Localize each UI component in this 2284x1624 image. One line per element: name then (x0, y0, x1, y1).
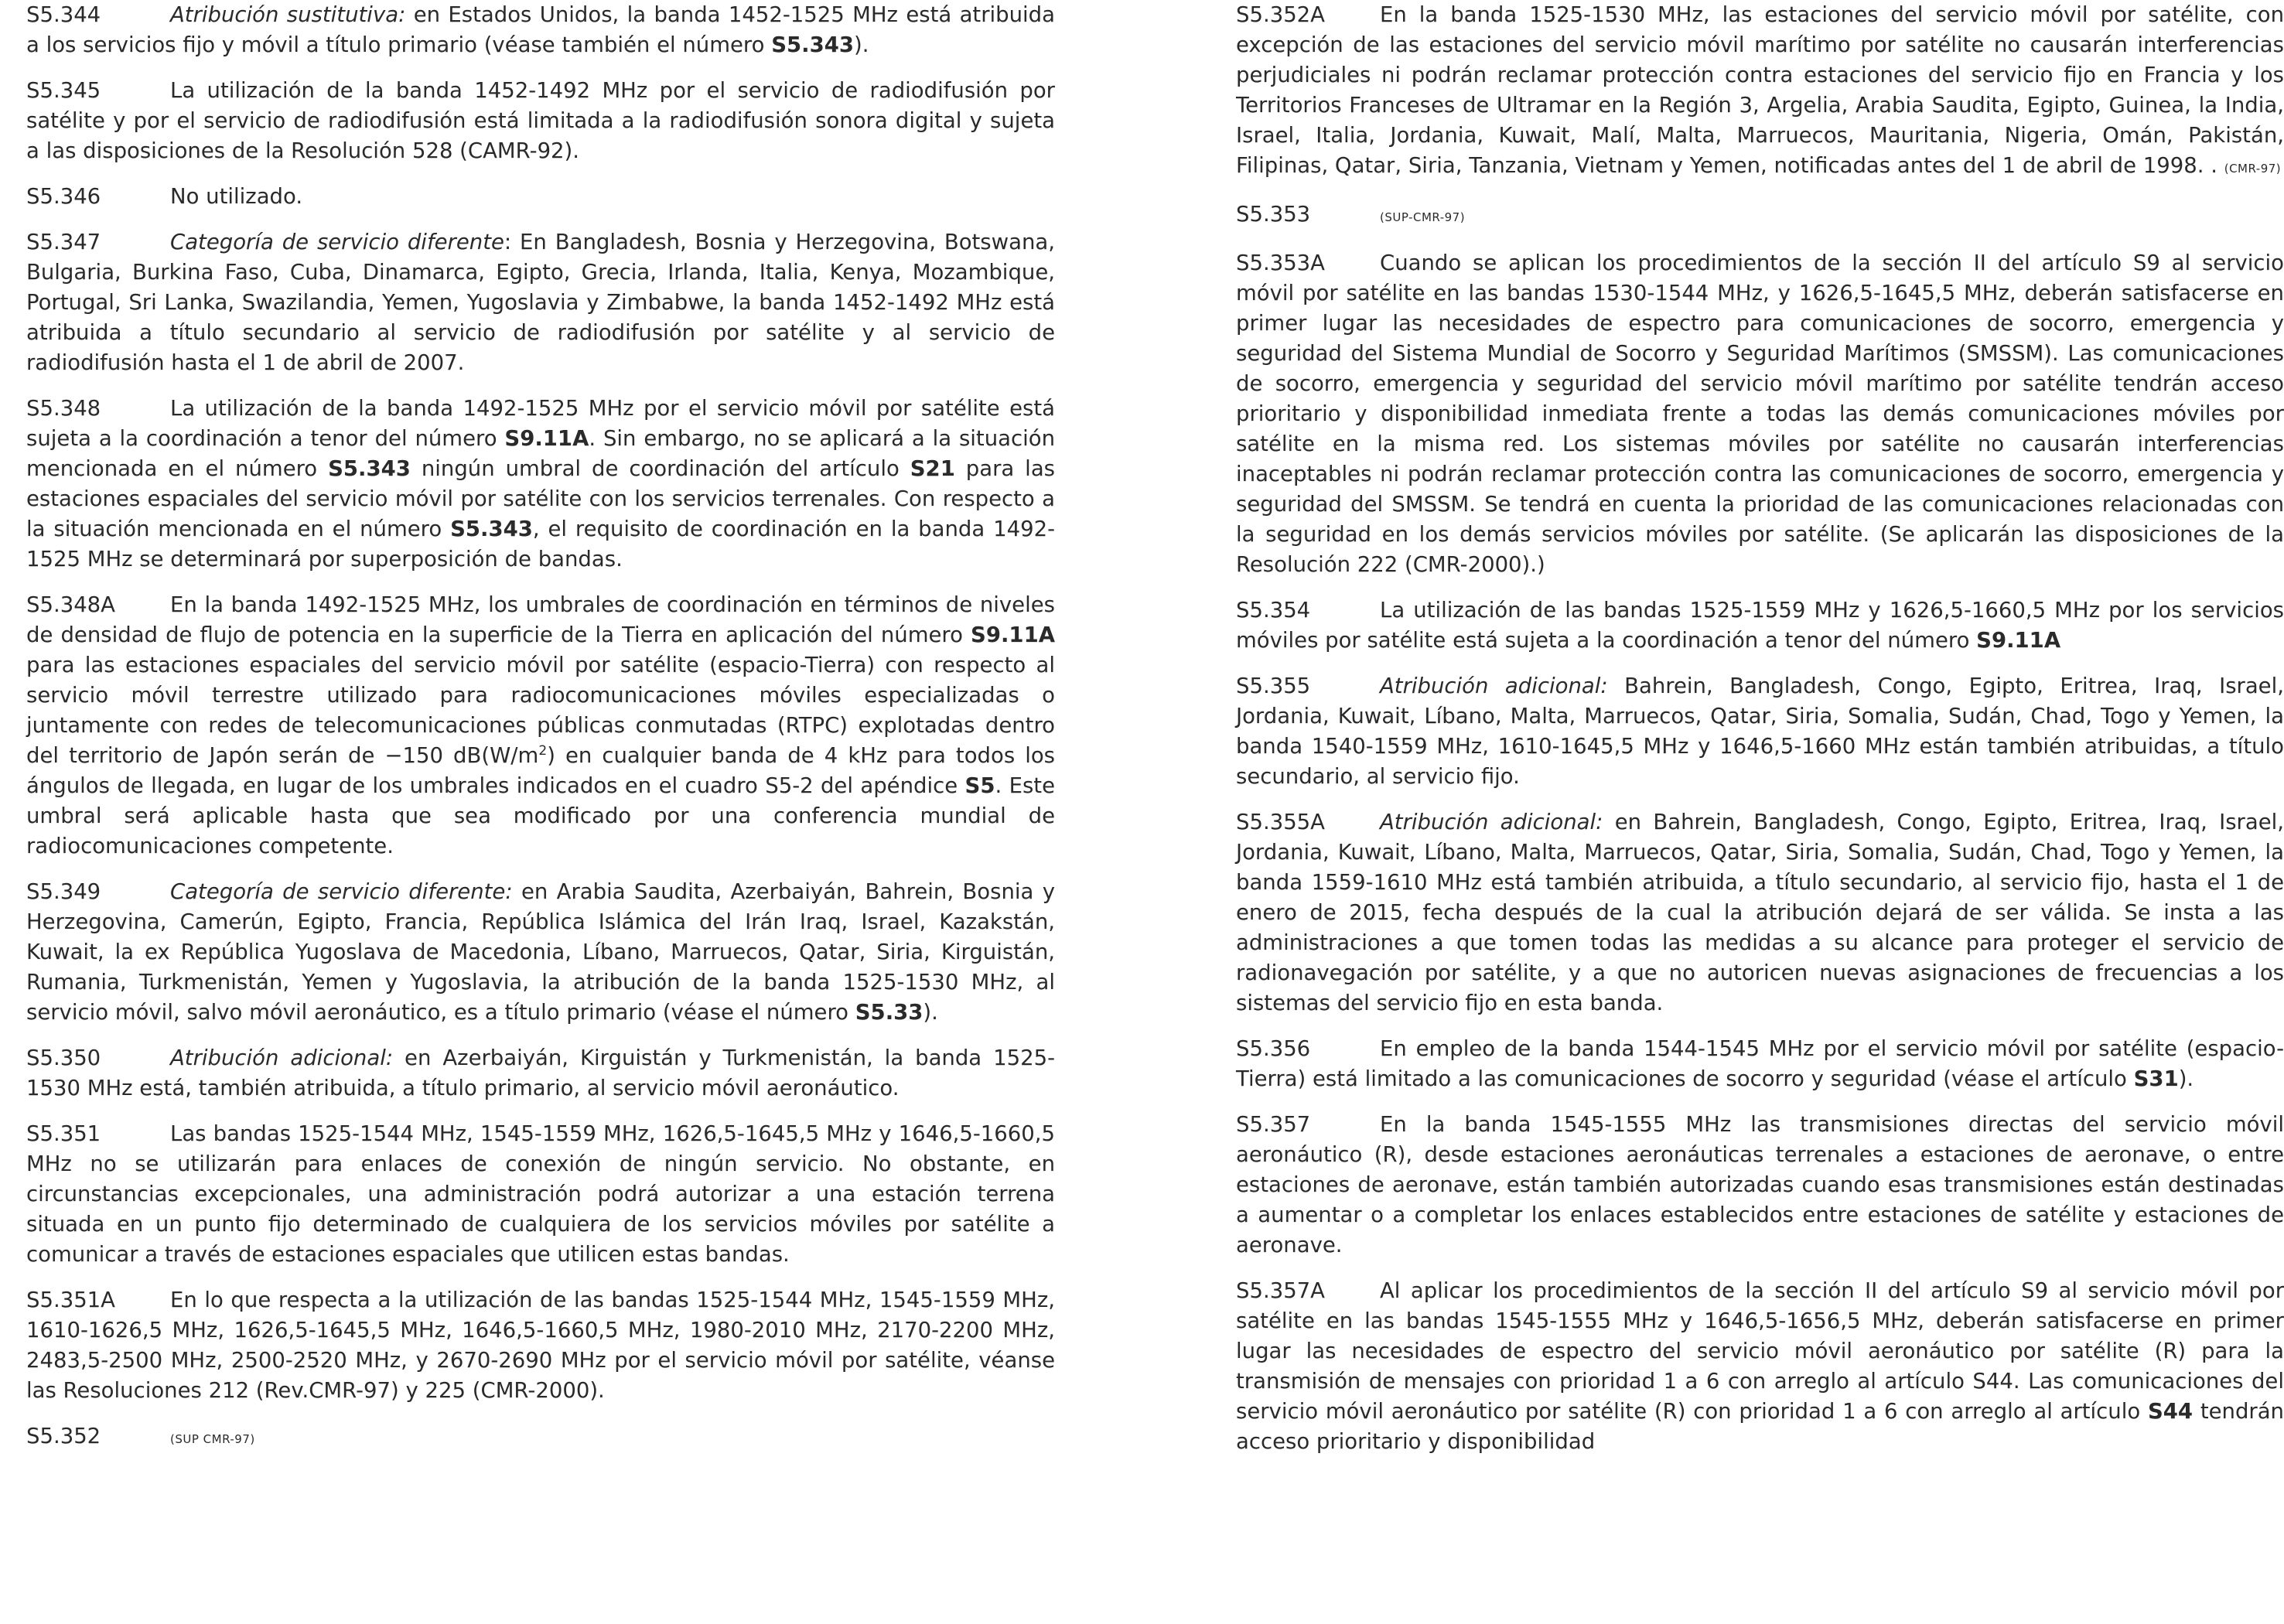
provision-heading: Categoría de servicio diferente: (170, 879, 513, 904)
provision-number: S5.357 (1236, 1112, 1311, 1137)
provision-s5-345 (26, 76, 1055, 166)
provision-text: Las bandas 1525-1544 MHz, 1545-1559 MHz, 1626,5-1645,5 MHz y 1646,5-1660,5 MHz no se utilizarán para enlaces de conexión de ningún servicio. No obstante, en circunstancias excepcionales, una administración podrá autorizar a una estación terrena situada en un punto fijo determinado de cualquiera de los servicios móviles por satélite a comunicar a través de estaciones espaciales que utilicen estas bandas. (26, 1121, 1055, 1267)
provision-text: en Bahrein, Bangladesh, Congo, Egipto, Eritrea, Iraq, Israel, Jordania, Kuwait, Líbano, Malta, Marruecos, Qatar, Siria, Somalia, Sudán, Chad, Togo y Yemen, la banda 1559-1610 MHz está también atribuida, a título secundario, al servicio fijo, hasta el 1 de enero de 2015, fecha después de la cual la atribución dejará de ser válida. Se insta a las administraciones a que tomen todas las medidas a su alcance para proteger el servicio de radionavegación por satélite, y a que no autoricen nuevas asignaciones de frecuencias a los sistemas del servicio fijo en esta banda. (1236, 810, 2284, 1015)
provision-s5-347 (26, 227, 1055, 378)
cross-reference: S21 (910, 456, 955, 481)
provision-s5-351 (26, 1119, 1055, 1270)
provision-s5-350 (26, 1043, 1055, 1104)
provision-s5-344 (26, 0, 1055, 60)
provision-text: No utilizado. (170, 184, 303, 209)
provision-number: S5.357A (1236, 1278, 1325, 1303)
provision-number: S5.345 (26, 78, 101, 103)
provision-number: S5.349 (26, 879, 101, 904)
provision-s5-357 (1236, 1110, 2284, 1261)
provision-number: S5.347 (26, 230, 101, 254)
provision-number: S5.355A (1236, 810, 1325, 834)
provision-text: Bahrein, Bangladesh, Congo, Egipto, Eritrea, Iraq, Israel, Jordania, Kuwait, Líbano, Malta, Marruecos, Qatar, Siria, Somalia, Sudán, Chad, Togo y Yemen, la banda 1540-1559 MHz, 1610-1645,5 MHz y 1646,5-1660 MHz están también atribuidas, a título secundario, al servicio fijo. (1236, 674, 2284, 789)
provision-text: La utilización de las bandas 1525-1559 MHz y 1626,5-1660,5 MHz por los servicios móviles por satélite está sujeta a la coordinación a tenor del número (1236, 598, 2284, 653)
right-column (1236, 0, 2284, 1472)
provision-text: ) en cualquier banda de 4 kHz para todos los ángulos de llegada, en lugar de los umbrales indicados en el cuadro S5-2 del apéndice (26, 743, 1055, 798)
left-column (26, 0, 1055, 1470)
cross-reference: S31 (2133, 1066, 2179, 1091)
provision-heading: Atribución adicional: (1380, 674, 1608, 698)
provision-heading: Atribución adicional: (170, 1046, 394, 1070)
provision-heading: Atribución sustitutiva: (170, 2, 406, 27)
provision-text: en Azerbaiyán, Kirguistán y Turkmenistán, la banda 1525-1530 MHz está, también atribuida, a título primario, al servicio móvil aeronáutico. (26, 1046, 1056, 1100)
provision-text: En empleo de la banda 1544-1545 MHz por el servicio móvil por satélite (espacio-Tierra) está limitado a las comunicaciones de socorro y seguridad (véase el artículo (1236, 1036, 2284, 1091)
provision-number: S5.351A (26, 1288, 115, 1312)
cross-reference: S5.343 (328, 456, 411, 481)
provision-text: En lo que respecta a la utilización de las bandas 1525-1544 MHz, 1545-1559 MHz, 1610-1626,5 MHz, 1626,5-1645,5 MHz, 1646,5-1660,5 MHz, 1980-2010 MHz, 2170-2200 MHz, 2483,5-2500 MHz, 2500-2520 MHz, y 2670-2690 MHz por el servicio móvil por satélite, véanse las Resoluciones 212 (Rev.CMR-97) y 225 (CMR-2000). (26, 1288, 1055, 1403)
provision-text: para las estaciones espaciales del servicio móvil por satélite (espacio-Tierra) con respecto al servicio móvil terrestre utilizado para radiocomunicaciones móviles especializadas o juntamente con redes de telecomunicaciones públicas conmutadas (RTPC) explotadas dentro del territorio de Japón serán de −150 dB(W/m (26, 653, 1055, 768)
provision-text: . Este umbral será aplicable hasta que sea modificado por una conferencia mundial de radiocomunicaciones competente. (26, 773, 1055, 858)
cross-reference: S5.33 (855, 1000, 924, 1025)
cross-reference: S5.343 (450, 517, 533, 541)
cross-reference: S5.343 (771, 32, 854, 57)
provision-s5-353 (1236, 200, 2284, 233)
provision-number: S5.353 (1236, 202, 1311, 227)
provision-text: La utilización de la banda 1492-1525 MHz por el servicio móvil por satélite está sujeta a la coordinación a tenor del número (26, 396, 1055, 451)
cross-reference: S9.11A (504, 426, 589, 451)
provision-number: S5.352 (26, 1424, 101, 1448)
provision-number: S5.351 (26, 1121, 101, 1146)
provision-s5-355 (1236, 671, 2284, 792)
provision-number: S5.350 (26, 1046, 101, 1070)
provision-heading: Categoría de servicio diferente (170, 230, 504, 254)
provision-number: S5.354 (1236, 598, 1311, 623)
provision-text: tendrán acceso prioritario y disponibilidad (1236, 1399, 2284, 1454)
provision-s5-351a (26, 1285, 1055, 1406)
provision-s5-348 (26, 394, 1055, 575)
provision-text: Cuando se aplican los procedimientos de la sección II del artículo S9 al servicio móvil por satélite en las bandas 1530-1544 MHz, y 1626,5-1645,5 MHz, deberán satisfacerse en primer lugar las necesidades de espectro para comunicaciones de socorro, emergencia y seguridad del Sistema Mundial de Socorro y Seguridad Marítimos (SMSSM). Las comunicaciones de socorro, emergencia y seguridad del servicio móvil marítimo por satélite tendrán acceso prioritario y disponibilidad inmediata frente a todas las demás comunicaciones móviles por satélite en la misma red. Los sistemas móviles por satélite no causarán interferencias inaceptables ni podrán reclamar protección contra las comunicaciones de socorro, emergencia y seguridad del SMSSM. Se tendrá en cuenta la prioridad de las comunicaciones relacionadas con la seguridad en los demás servicios móviles por satélite. (Se aplicarán las disposiciones de la Resolución 222 (CMR-2000).) (1236, 251, 2284, 577)
provision-text: Al aplicar los procedimientos de la sección II del artículo S9 al servicio móvil por satélite en las bandas 1545-1555 MHz y 1646,5-1656,5 MHz, deberán satisfacerse en primer lugar las necesidades de espectro del servicio móvil aeronáutico por satélite (R) para la transmisión de mensajes con prioridad 1 a 6 con arreglo al artículo S44. Las comunicaciones del servicio móvil aeronáutico por satélite (R) con prioridad 1 a 6 con arreglo al artículo (1236, 1278, 2284, 1424)
provision-s5-357a (1236, 1276, 2284, 1457)
provision-text: ). (854, 32, 869, 57)
cross-reference: S5 (964, 773, 995, 798)
provision-text: : En Bangladesh, Bosnia y Herzegovina, Botswana, Bulgaria, Burkina Faso, Cuba, Dinamarca, Egipto, Grecia, Irlanda, Italia, Kenya, Mozambique, Portugal, Sri Lanka, Swazilandia, Yemen, Yugoslavia y Zimbabwe, la banda 1452-1492 MHz está atribuida a título secundario al servicio de radiodifusión por satélite y al servicio de radiodifusión hasta el 1 de abril de 2007. (26, 230, 1056, 375)
superscript: 2 (538, 742, 548, 759)
provision-text: En la banda 1545-1555 MHz las transmisiones directas del servicio móvil aeronáutico (R), desde estaciones aeronáuticas terrenales a estaciones de aeronave, o entre estaciones de aeronave, están también autorizadas cuando esas transmisiones están destinadas a aumentar o a completar los enlaces establecidos entre estaciones de satélite y estaciones de aeronave. (1236, 1112, 2284, 1257)
provision-s5-352a (1236, 0, 2284, 184)
provision-number: S5.348A (26, 592, 115, 617)
provision-number: S5.352A (1236, 2, 1325, 27)
provision-number: S5.356 (1236, 1036, 1311, 1061)
provision-number: S5.348 (26, 396, 101, 421)
provision-text: para las estaciones espaciales del servicio móvil por satélite con los servicios terrenales. Con respecto a la situación mencionada en el número (26, 456, 1055, 541)
provision-text: ). (2178, 1066, 2194, 1091)
provision-text: ningún umbral de coordinación del artículo (410, 456, 910, 481)
provision-s5-354 (1236, 595, 2284, 656)
provision-s5-346 (26, 182, 1055, 212)
provision-s5-349 (26, 877, 1055, 1028)
cross-reference: S9.11A (971, 623, 1055, 647)
provision-text: en Estados Unidos, la banda 1452-1525 MHz está atribuida a los servicios fijo y móvil a título primario (véase también el número (26, 2, 1055, 57)
cross-reference: S44 (2147, 1399, 2194, 1424)
provision-text: En la banda 1492-1525 MHz, los umbrales de coordinación en términos de niveles de densidad de flujo de potencia en la superficie de la Tierra en aplicación del número (26, 592, 1055, 647)
provision-text: La utilización de la banda 1452-1492 MHz por el servicio de radiodifusión por satélite y por el servicio de radiodifusión está limitada a la radiodifusión sonora digital y sujeta a las disposiciones de la Resolución 528 (CAMR-92). (26, 78, 1055, 163)
provision-text: En la banda 1525-1530 MHz, las estaciones del servicio móvil por satélite, con excepción de las estaciones del servicio móvil marítimo por satélite no causarán interferencias perjudiciales ni podrán reclamar protección contra estaciones del servicio fijo en Francia y los Territorios Franceses de Ultramar en la Región 3, Argelia, Arabia Saudita, Egipto, Guinea, la India, Israel, Italia, Jordania, Kuwait, Malí, Malta, Marruecos, Mauritania, Nigeria, Omán, Pakistán, Filipinas, Qatar, Siria, Tanzania, Vietnam y Yemen, notificadas antes del 1 de abril de 1998. . (1236, 2, 2284, 178)
provision-number: S5.344 (26, 2, 101, 27)
provision-text: en Arabia Saudita, Azerbaiyán, Bahrein, Bosnia y Herzegovina, Camerún, Egipto, Francia, República Islámica del Irán Iraq, Israel, Kazakstán, Kuwait, la ex República Yugoslava de Macedonia, Líbano, Marruecos, Qatar, Siria, Kirguistán, Rumania, Turkmenistán, Yemen y Yugoslavia, la atribución de la banda 1525-1530 MHz, al servicio móvil, salvo móvil aeronáutico, es a título primario (véase el número (26, 879, 1055, 1025)
suppression-note: (SUP-CMR-97) (1380, 210, 1466, 224)
provision-s5-356 (1236, 1034, 2284, 1094)
provision-s5-353a (1236, 248, 2284, 580)
cross-reference: S9.11A (1976, 628, 2061, 653)
provision-text: ). (923, 1000, 938, 1025)
suppression-note: (SUP CMR-97) (170, 1432, 255, 1446)
provision-s5-355a (1236, 807, 2284, 1018)
suppression-note: (CMR-97) (2224, 162, 2282, 176)
provision-number: S5.355 (1236, 674, 1311, 698)
provision-number: S5.353A (1236, 251, 1325, 275)
provision-text: , el requisito de coordinación en la banda 1492-1525 MHz se determinará por superposición de bandas. (26, 517, 1056, 571)
provision-heading: Atribución adicional: (1380, 810, 1603, 834)
provision-s5-348a (26, 590, 1055, 861)
provision-number: S5.346 (26, 184, 101, 209)
provision-text: . Sin embargo, no se aplicará a la situación mencionada en el número (26, 426, 1055, 481)
provision-s5-352 (26, 1421, 1055, 1455)
